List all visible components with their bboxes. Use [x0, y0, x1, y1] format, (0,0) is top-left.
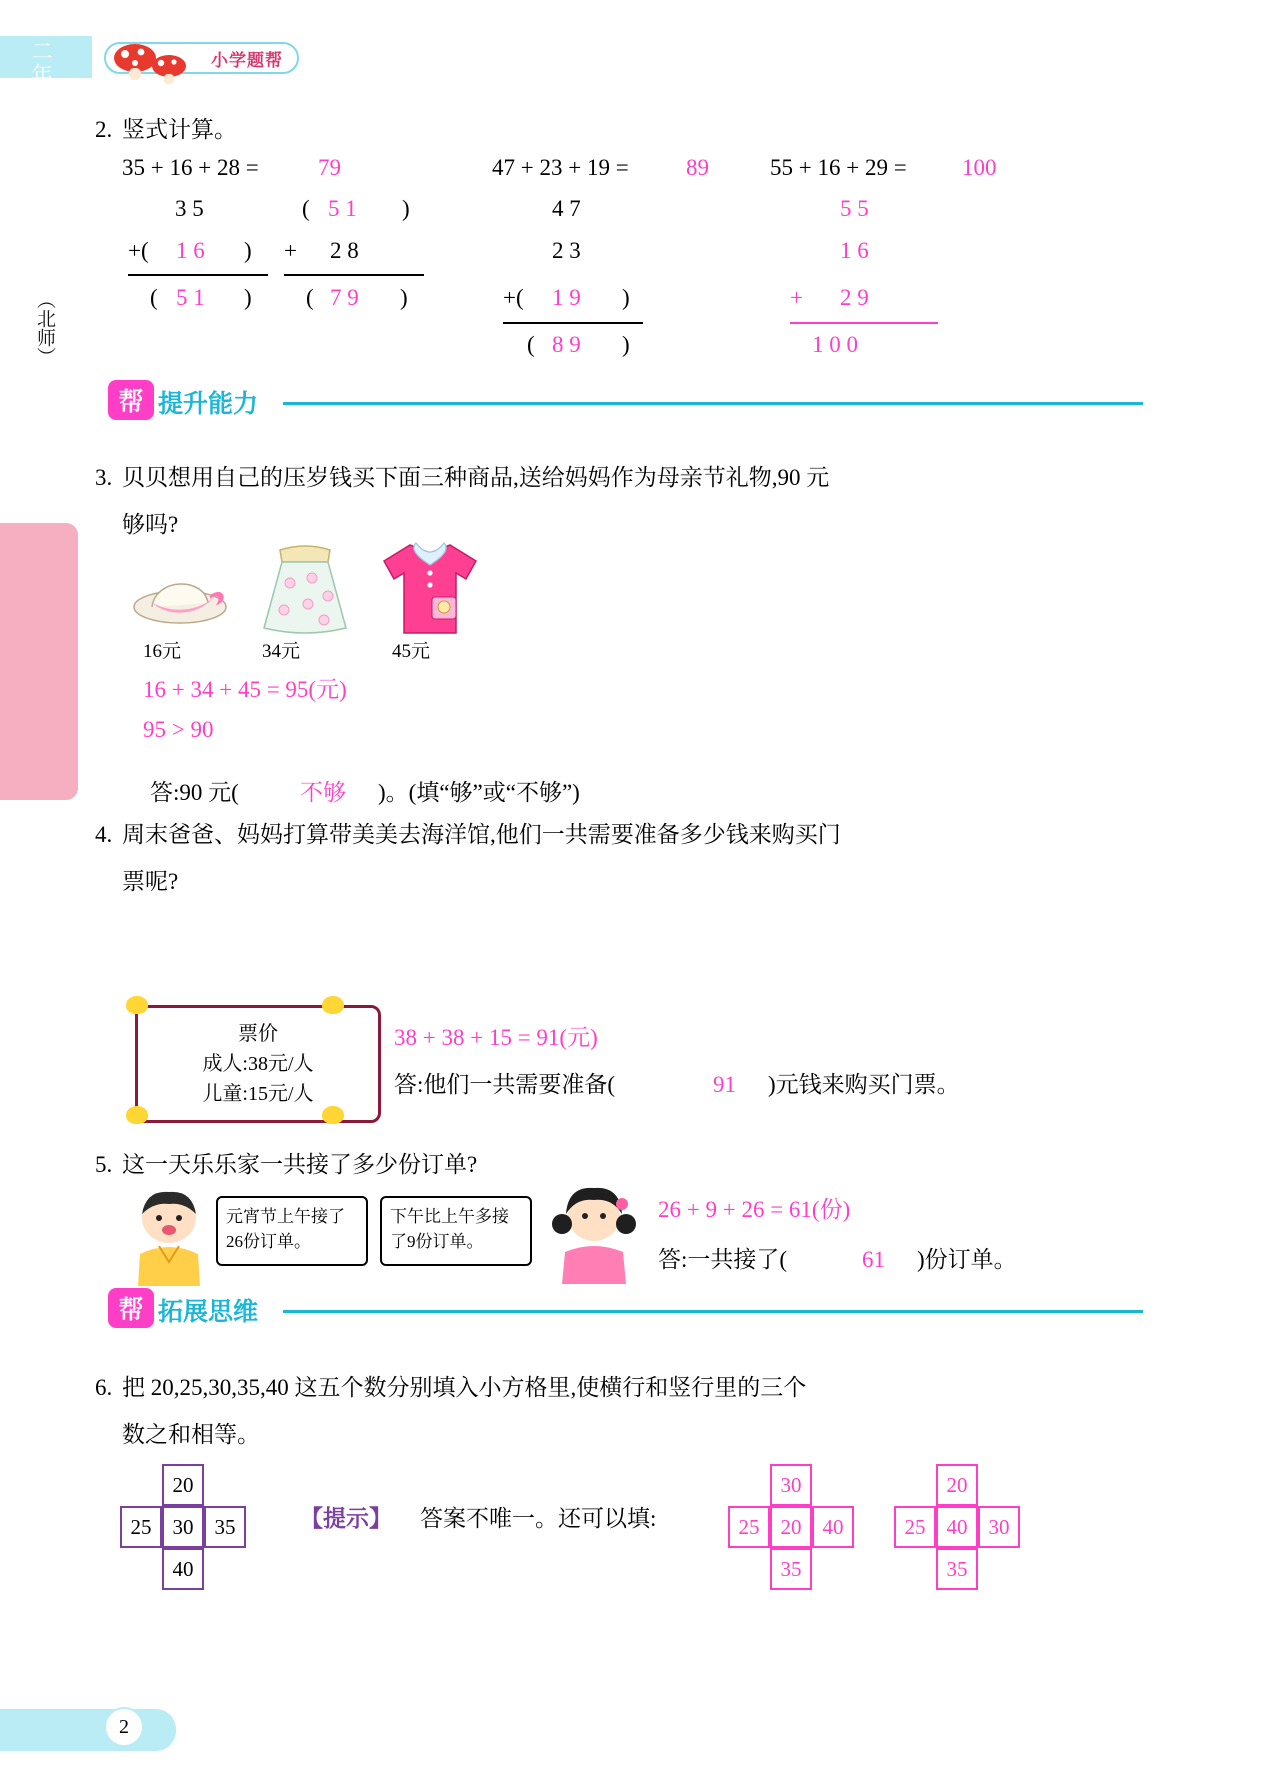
section-ability	[108, 380, 1038, 420]
q3-work-line1: 16 + 34 + 45 = 95(元)	[143, 677, 347, 702]
q6-alt1-center[interactable]: 20	[770, 1506, 812, 1548]
q6-main-right[interactable]: 35	[204, 1506, 246, 1548]
q6-alt2-top[interactable]: 20	[936, 1464, 978, 1506]
q2-g1-col2-row2-prefix: +	[284, 238, 297, 263]
section-thinking-label: 拓展思维	[158, 1299, 259, 1326]
q4-ticket-child: 儿童:15元/人	[202, 1083, 314, 1105]
q2-g1-col1-row2-suffix: )	[244, 238, 252, 263]
duck-icon-bl	[126, 1106, 148, 1124]
q2-g2-row1: 4 7	[552, 196, 581, 221]
q5-text: 这一天乐乐家一共接了多少份订单?	[122, 1152, 478, 1177]
q3-number: 3.	[95, 465, 113, 490]
q2-g2-rule	[503, 322, 643, 324]
footer-band	[0, 1709, 176, 1751]
section-thinking	[108, 1209, 1038, 1249]
q6-text-line1: 把 20,25,30,35,40 这五个数分别填入小方格里,使横行和竖行里的三个	[122, 1375, 807, 1400]
q6-text-line2: 数之和相等。	[122, 1422, 260, 1447]
duck-icon-tr	[322, 996, 344, 1014]
q2-g1-col1-row2-prefix: +(	[128, 238, 149, 263]
q4-answer-suffix: )元钱来购买门票。	[768, 1072, 960, 1097]
q4-number: 4.	[95, 822, 113, 847]
q3-price-3: 45元	[392, 641, 431, 662]
q6-number: 6.	[95, 1375, 113, 1400]
q3-answer-suffix: )。(填“够”或“不够”)	[378, 780, 580, 805]
q6-alt1-right[interactable]: 40	[812, 1506, 854, 1548]
q6-hint-label: 【提示】	[300, 1506, 392, 1531]
page-number: 2	[104, 1707, 144, 1747]
q2-g2-addend-suffix: )	[622, 285, 630, 310]
q2-g1-col1-row2: 1 6	[176, 238, 205, 263]
q2-g3-equation: 55 + 16 + 29 =	[770, 155, 907, 180]
q2-g1-col1-sum: 5 1	[176, 285, 205, 310]
q4-answer-value: 91	[713, 1072, 736, 1097]
q6-main-bottom[interactable]: 40	[162, 1548, 204, 1590]
q6-alt2-right[interactable]: 30	[978, 1506, 1020, 1548]
shirt-image	[372, 535, 487, 643]
section-thinking-wrap	[108, 1288, 1038, 1328]
mushroom-icon-small	[150, 52, 188, 84]
side-tab-title: 二年级数学·上	[29, 40, 53, 204]
q2-title: 竖式计算。	[122, 117, 237, 142]
q4-ticket-box	[135, 1005, 381, 1123]
q2-g1-col2-row1-suffix: )	[402, 196, 410, 221]
q6-alt1-bottom[interactable]: 35	[770, 1548, 812, 1590]
q4-answer-prefix: 答:他们一共需要准备(	[394, 1072, 616, 1097]
section-ability-label: 提升能力	[158, 391, 259, 418]
q3-price-1: 16元	[143, 641, 182, 662]
q2-g3-addend-prefix: +	[790, 285, 803, 310]
q2-g2-equation: 47 + 23 + 19 =	[492, 155, 629, 180]
brand-label: 小学题帮	[211, 50, 283, 70]
duck-icon-br	[322, 1106, 344, 1124]
q6-alt1-left[interactable]: 25	[728, 1506, 770, 1548]
q2-g2-sum-suffix: )	[622, 332, 630, 357]
q5-number: 5.	[95, 1152, 113, 1177]
q2-g3-row1: 5 5	[840, 196, 869, 221]
duck-icon-tl	[126, 996, 148, 1014]
q5-bubble-left: 元宵节上午接了26份订单。	[216, 1196, 368, 1266]
q6-main-center[interactable]: 30	[162, 1506, 204, 1548]
section-rule-2	[283, 1310, 1143, 1313]
q4-work: 38 + 38 + 15 = 91(元)	[394, 1025, 598, 1050]
q2-g1-col1-sum-prefix: (	[150, 285, 158, 310]
q6-alt2-left[interactable]: 25	[894, 1506, 936, 1548]
q2-g1-col2-row1-prefix: (	[302, 196, 310, 221]
q3-work-line2: 95 > 90	[143, 717, 214, 742]
q3-answer-prefix: 答:90 元(	[150, 780, 239, 805]
q2-g1-col1-row1: 3 5	[175, 196, 204, 221]
q2-g2-addend-prefix: +(	[503, 285, 524, 310]
q5-answer-suffix: )份订单。	[917, 1247, 1017, 1272]
q2-g3-addend: 2 9	[840, 285, 869, 310]
q2-g2-addend: 1 9	[552, 285, 581, 310]
q2-g1-col2-sum-suffix: )	[400, 285, 408, 310]
q4-ticket-adult: 成人:38元/人	[202, 1053, 314, 1075]
skirt-image	[250, 538, 360, 638]
q5-answer-value: 61	[862, 1247, 885, 1272]
q6-main-left[interactable]: 25	[120, 1506, 162, 1548]
q4-text-line1: 周末爸爸、妈妈打算带美美去海洋馆,他们一共需要准备多少钱来购买门	[122, 822, 841, 847]
q2-g2-sum-prefix: (	[527, 332, 535, 357]
q6-main-top[interactable]: 20	[162, 1464, 204, 1506]
q2-g2-row2: 2 3	[552, 238, 581, 263]
q2-number: 2.	[95, 117, 113, 142]
q2-g1-answer: 79	[318, 155, 341, 180]
q2-g2-sum: 8 9	[552, 332, 581, 357]
q2-g1-col2-sum: 7 9	[330, 285, 359, 310]
q6-alt2-bottom[interactable]: 35	[936, 1548, 978, 1590]
q2-g2-answer: 89	[686, 155, 709, 180]
q3-text-line1: 贝贝想用自己的压岁钱买下面三种商品,送给妈妈作为母亲节礼物,90 元	[122, 465, 830, 490]
section-badge: 帮	[108, 380, 154, 420]
q5-bubble-right: 下午比上午多接了9份订单。	[380, 1196, 532, 1266]
section-rule	[283, 402, 1143, 405]
q2-g3-sum: 1 0 0	[812, 332, 858, 357]
q4-text-line2: 票呢?	[122, 869, 179, 894]
q3-price-2: 34元	[262, 641, 301, 662]
q4-ticket-title: 票价	[238, 1023, 278, 1045]
q2-g1-equation: 35 + 16 + 28 =	[122, 155, 259, 180]
side-tab-subtitle: （北师）	[34, 290, 55, 366]
q2-g1-col2-row1: 5 1	[328, 196, 357, 221]
q2-g3-answer: 100	[962, 155, 997, 180]
q2-g1-col1-sum-suffix: )	[244, 285, 252, 310]
q3-text-line2: 够吗?	[122, 512, 179, 537]
q5-work: 26 + 9 + 26 = 61(份)	[658, 1197, 851, 1222]
q2-g1-col2-rule	[284, 274, 424, 276]
q3-answer-value: 不够	[300, 780, 346, 805]
q2-g1-col1-rule	[128, 274, 268, 276]
q5-answer-prefix: 答:一共接了(	[658, 1247, 788, 1272]
q2-g1-col2-sum-prefix: (	[306, 285, 314, 310]
q2-g1-col2-row2: 2 8	[330, 238, 359, 263]
q2-g3-row2: 1 6	[840, 238, 869, 263]
q6-alt2-center[interactable]: 40	[936, 1506, 978, 1548]
q6-hint-text: 答案不唯一。还可以填:	[420, 1506, 657, 1531]
q6-alt1-top[interactable]: 30	[770, 1464, 812, 1506]
section-badge-2: 帮	[108, 1288, 154, 1328]
side-tab	[0, 523, 78, 800]
hat-image	[130, 545, 230, 635]
q2-g3-rule	[790, 322, 938, 324]
